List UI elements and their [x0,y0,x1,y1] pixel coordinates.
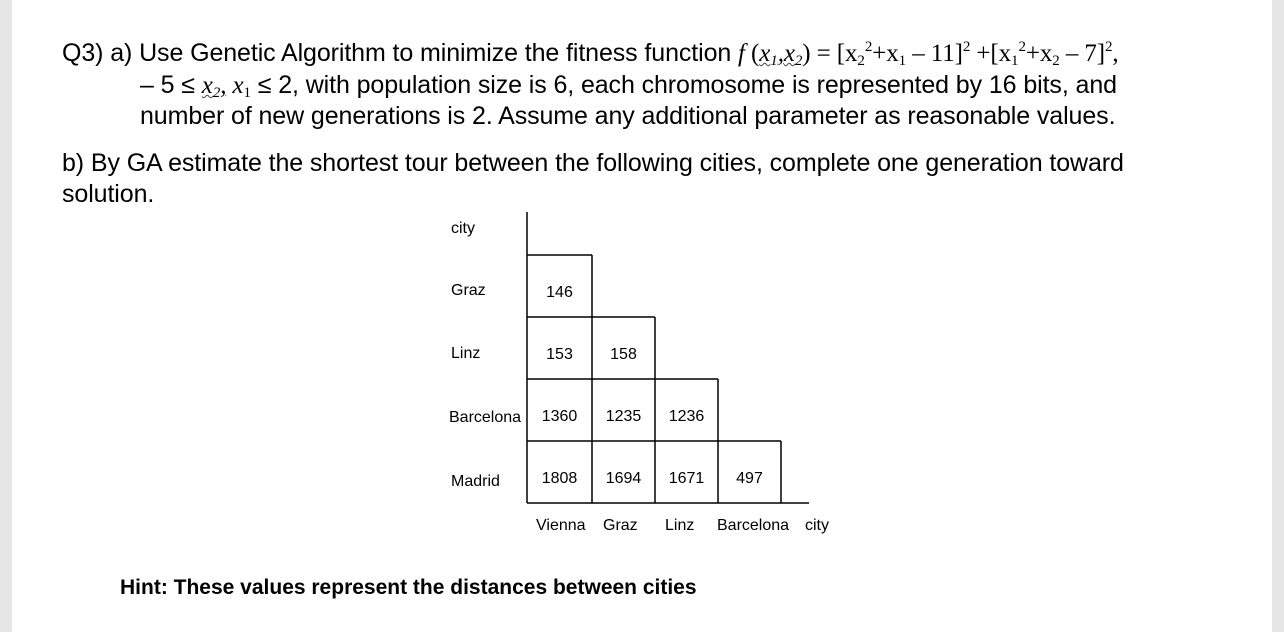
cell-linz-graz: 158 [610,346,637,363]
cell-madrid-graz: 1694 [605,470,642,487]
q3a-line-3: number of new generations is 2. Assume any additional parameter as reasonable values. [140,102,1116,130]
row-label-linz: Linz [451,345,481,362]
col-label-barcelona: Barcelona [717,517,790,534]
cell-barcelona-graz: 1235 [605,408,642,425]
cell-linz-vienna: 153 [546,346,573,363]
distance-table-grid [12,0,1272,632]
q3a-line-2: – $5 \le x_2$, $x_1 \le 2$, with population size is 6, each chromosome is represented by 16 bits, and [140,71,1117,101]
document-page [12,0,1272,632]
col-label-graz: Graz [603,517,638,534]
cell-madrid-linz: 1671 [668,470,705,487]
row-label-graz: Graz [451,282,486,299]
col-label-vienna: Vienna [536,517,586,534]
hint-text: Hint: These values represent the distances between cities [120,576,697,599]
cell-madrid-vienna: 1808 [541,470,578,487]
row-label-barcelona: Barcelona [449,409,522,426]
cell-barcelona-vienna: 1360 [541,408,578,425]
cell-barcelona-linz: 1236 [668,408,705,425]
q3b-line-2: solution. [62,180,155,208]
row-label-madrid: Madrid [451,473,500,490]
q3b-line-1: b) By GA estimate the shortest tour between the following cities, complete one generation toward [62,149,1124,177]
table-bottom-corner-label: city [805,517,829,534]
table-corner-label: city [451,220,475,237]
q3a-line-1: Q3) a) Use Genetic Algorithm to minimize the fitness function f $(x_1,x_2) = [x_2^2+x_1 - 11]^2 +[x_1^2+x_2 - 7]^2$, [62,39,1119,69]
col-label-linz: Linz [665,517,695,534]
cell-graz-vienna: 146 [546,284,573,301]
cell-madrid-barcelona: 497 [736,470,763,487]
